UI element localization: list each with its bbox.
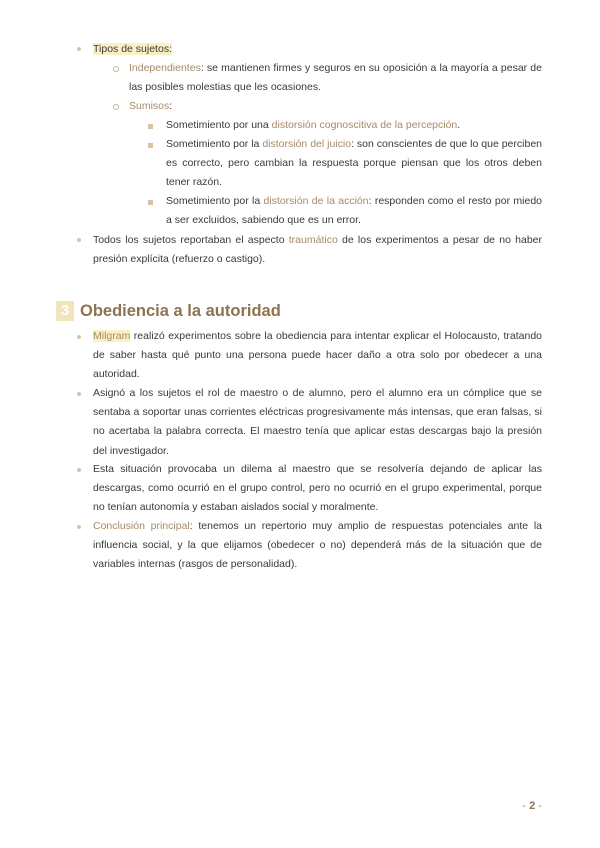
sometimiento-1-post: . [457, 119, 461, 131]
conclusion-item [93, 517, 542, 575]
tipos-label: Tipos de sujetos [93, 43, 170, 55]
sometimiento-1-term: distorsión cognoscitiva de la percepción [271, 119, 458, 131]
sometimiento-3-pre: Sometimiento por la [166, 195, 264, 207]
bullet-square-icon [148, 124, 153, 129]
section-title: Obediencia a la autoridad [80, 302, 281, 320]
section-number-badge: 3 [56, 301, 74, 321]
bullet-dot-icon [77, 392, 81, 396]
independientes-term: Independientes [129, 62, 201, 74]
bullet-square-icon [148, 200, 153, 205]
tipos-de-sujetos-item [93, 40, 543, 59]
milgram-term: Milgram [93, 330, 131, 342]
bullet-dot-icon [77, 238, 81, 242]
page-number-footer [522, 798, 542, 814]
bullet-dot-icon [77, 335, 81, 339]
bullet-circle-icon [113, 66, 119, 72]
bullet-circle-icon [113, 104, 119, 110]
sometimiento-1-pre: Sometimiento por una [166, 119, 272, 131]
milgram-text: realizó experimentos sobre la obediencia para intentar explicar el Holocausto, tratando de saber hasta qué punto una persona puede hacer daño a otra solo por obedecer a una autoridad. [93, 330, 542, 381]
footer-dash-left: - [522, 800, 530, 812]
sometimiento-2-post: : son conscientes de que lo que perciben es correcto, pero cambian la respuesta porque piensan que los otros deben tener razón. [166, 138, 542, 189]
independientes-text: : se mantienen firmes y seguros en su oposición a la mayoría a pesar de las posibles molestias que les ocasiones. [129, 62, 542, 94]
todos-term: traumático [288, 234, 338, 246]
sometimiento-2-pre: Sometimiento por la [166, 138, 263, 150]
sometimiento-2-term: distorsión del juicio [262, 138, 352, 150]
conclusion-text: : tenemos un repertorio muy amplio de respuestas potenciales ante la influencia social, y la que elijamos (obedecer o no) dependerá más de la situación que de variables internas (rasgos de personalidad). [93, 520, 543, 571]
situacion-text: Esta situación provocaba un dilema al maestro que se resolvería dejando de aplicar las descargas, como ocurrió en el grupo control, pero no ocurrió en el grupo experimental, porque no tenían autonomía y estaban aislados social y moralmente. [93, 463, 542, 514]
milgram-item [93, 327, 542, 385]
sometimiento-accion-item [166, 192, 542, 230]
sumisos-colon: : [169, 100, 173, 112]
sumisos-term: Sumisos [129, 100, 170, 112]
sumisos-item [129, 97, 542, 116]
asigno-text: Asignó a los sujetos el rol de maestro o de alumno, pero el alumno era un cómplice que se sentaba a soportar unas corrientes eléctricas progresivamente más intensas, que eran falsas, si no acertaba la palabra correcta. El maestro tenía que aplicar estas descargas bajo la presión del investigador. [93, 387, 542, 457]
todos-post: de los experimentos a pesar de no haber presión explícita (refuerzo o castigo). [93, 234, 542, 266]
sometimiento-3-post: : responden como el resto por miedo a ser excluidos, sabiendo que es un error. [166, 195, 542, 227]
footer-dash-right: - [535, 800, 542, 812]
asigno-item [93, 384, 542, 461]
todos-los-sujetos-item [93, 231, 542, 269]
independientes-item [129, 59, 542, 97]
todos-pre: Todos los sujetos reportaban el aspecto [93, 234, 289, 246]
bullet-square-icon [148, 143, 153, 148]
sometimiento-percepcion-item [166, 116, 542, 135]
tipos-colon: : [169, 43, 172, 55]
bullet-dot-icon [77, 525, 81, 529]
bullet-dot-icon [77, 468, 81, 472]
sometimiento-3-term: distorsión de la acción [263, 195, 369, 207]
page-number: 2 [529, 800, 536, 812]
bullet-dot-icon [77, 47, 81, 51]
situacion-item [93, 460, 542, 518]
sometimiento-juicio-item [166, 135, 542, 193]
conclusion-term: Conclusión principal [93, 520, 190, 532]
